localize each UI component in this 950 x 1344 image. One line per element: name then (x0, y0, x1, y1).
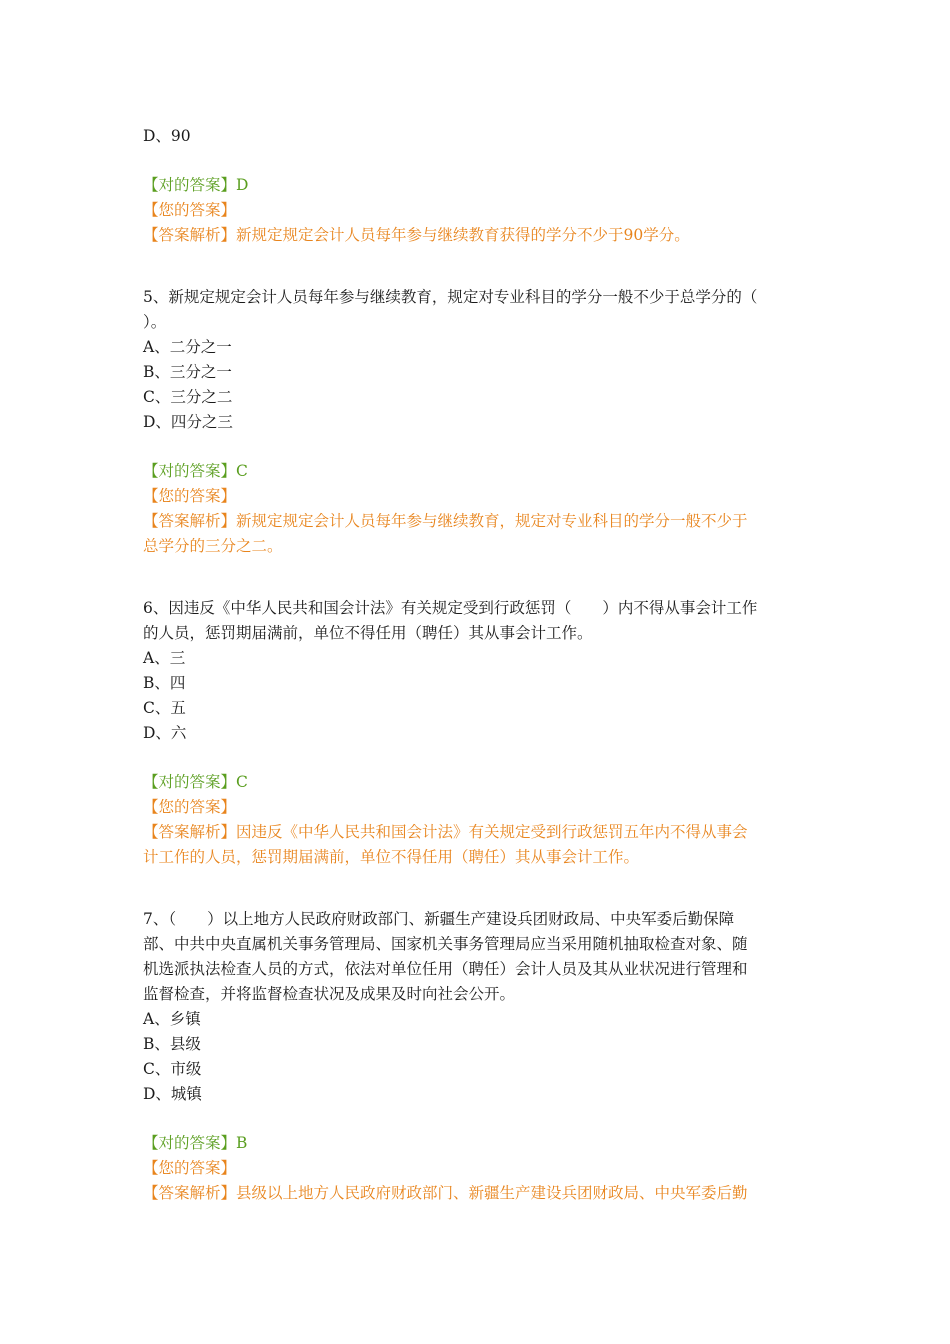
q5-option-b: B、三分之一 (143, 363, 232, 381)
correct-answer-value: D (236, 176, 249, 194)
q5-your-answer: 【您的答案】 (143, 487, 237, 505)
q7-option-b: B、县级 (143, 1035, 201, 1053)
q5-analysis-line1 (143, 509, 808, 534)
q7-option-c: C、市级 (143, 1060, 202, 1078)
correct-answer-label: 【对的答案】 (143, 176, 237, 194)
q4-correct-answer (143, 173, 808, 198)
q7-option-a: A、乡镇 (143, 1010, 201, 1028)
q5-option-d: D、四分之三 (143, 413, 233, 431)
q7-your-answer: 【您的答案】 (143, 1159, 237, 1177)
analysis-text: 因违反《中华人民共和国会计法》有关规定受到行政惩罚五年内不得从事会 (236, 823, 748, 841)
q7-stem-line2: 部、中共中央直属机关事务管理局、国家机关事务管理局应当采用随机抽取检查对象、随 (143, 935, 748, 953)
correct-answer-label: 【对的答案】 (143, 462, 237, 480)
correct-answer-value: C (236, 462, 248, 480)
analysis-text: 新规定规定会计人员每年参与继续教育，规定对专业科目的学分一般不少于 (236, 512, 748, 530)
q7-correct-answer (143, 1131, 808, 1156)
q6-option-d: D、六 (143, 724, 187, 742)
analysis-text: 新规定规定会计人员每年参与继续教育获得的学分不少于90学分。 (236, 226, 690, 244)
q6-analysis-line1 (143, 820, 808, 845)
document-content (143, 124, 808, 1206)
q6-analysis-line2: 计工作的人员，惩罚期届满前，单位不得任用（聘任）其从事会计工作。 (143, 848, 640, 866)
q5-option-c: C、三分之二 (143, 388, 233, 406)
q5-stem-line2: ）。 (143, 313, 167, 331)
q4-option-d: D、90 (143, 127, 191, 145)
analysis-label: 【答案解析】 (143, 226, 237, 244)
q6-your-answer: 【您的答案】 (143, 798, 237, 816)
q5-analysis-line2: 总学分的三分之二。 (143, 537, 283, 555)
analysis-label: 【答案解析】 (143, 823, 237, 841)
q7-stem-line4: 监督检查，并将监督检查状况及成果及时向社会公开。 (143, 985, 516, 1003)
q5-option-a: A、二分之一 (143, 338, 232, 356)
correct-answer-label: 【对的答案】 (143, 773, 237, 791)
q7-option-d: D、城镇 (143, 1085, 202, 1103)
analysis-text: 县级以上地方人民政府财政部门、新疆生产建设兵团财政局、中央军委后勤 (236, 1184, 748, 1202)
q6-option-a: A、三 (143, 649, 186, 667)
q4-your-answer: 【您的答案】 (143, 201, 237, 219)
q5-stem-line1: 5、新规定规定会计人员每年参与继续教育，规定对专业科目的学分一般不少于总学分的（ (143, 288, 758, 306)
q5-correct-answer (143, 459, 808, 484)
q7-analysis-line1 (143, 1181, 808, 1206)
q7-stem-line1: 7、（ ）以上地方人民政府财政部门、新疆生产建设兵团财政局、中央军委后勤保障 (143, 910, 735, 928)
analysis-label: 【答案解析】 (143, 512, 237, 530)
q6-correct-answer (143, 770, 808, 795)
q6-stem-line1: 6、因违反《中华人民共和国会计法》有关规定受到行政惩罚（ ）内不得从事会计工作 (143, 599, 758, 617)
q4-analysis (143, 223, 808, 248)
q6-option-c: C、五 (143, 699, 186, 717)
analysis-label: 【答案解析】 (143, 1184, 237, 1202)
correct-answer-value: B (236, 1134, 248, 1152)
correct-answer-label: 【对的答案】 (143, 1134, 237, 1152)
correct-answer-value: C (236, 773, 248, 791)
q6-option-b: B、四 (143, 674, 186, 692)
q6-stem-line2: 的人员，惩罚期届满前，单位不得任用（聘任）其从事会计工作。 (143, 624, 593, 642)
q7-stem-line3: 机选派执法检查人员的方式，依法对单位任用（聘任）会计人员及其从业状况进行管理和 (143, 960, 748, 978)
